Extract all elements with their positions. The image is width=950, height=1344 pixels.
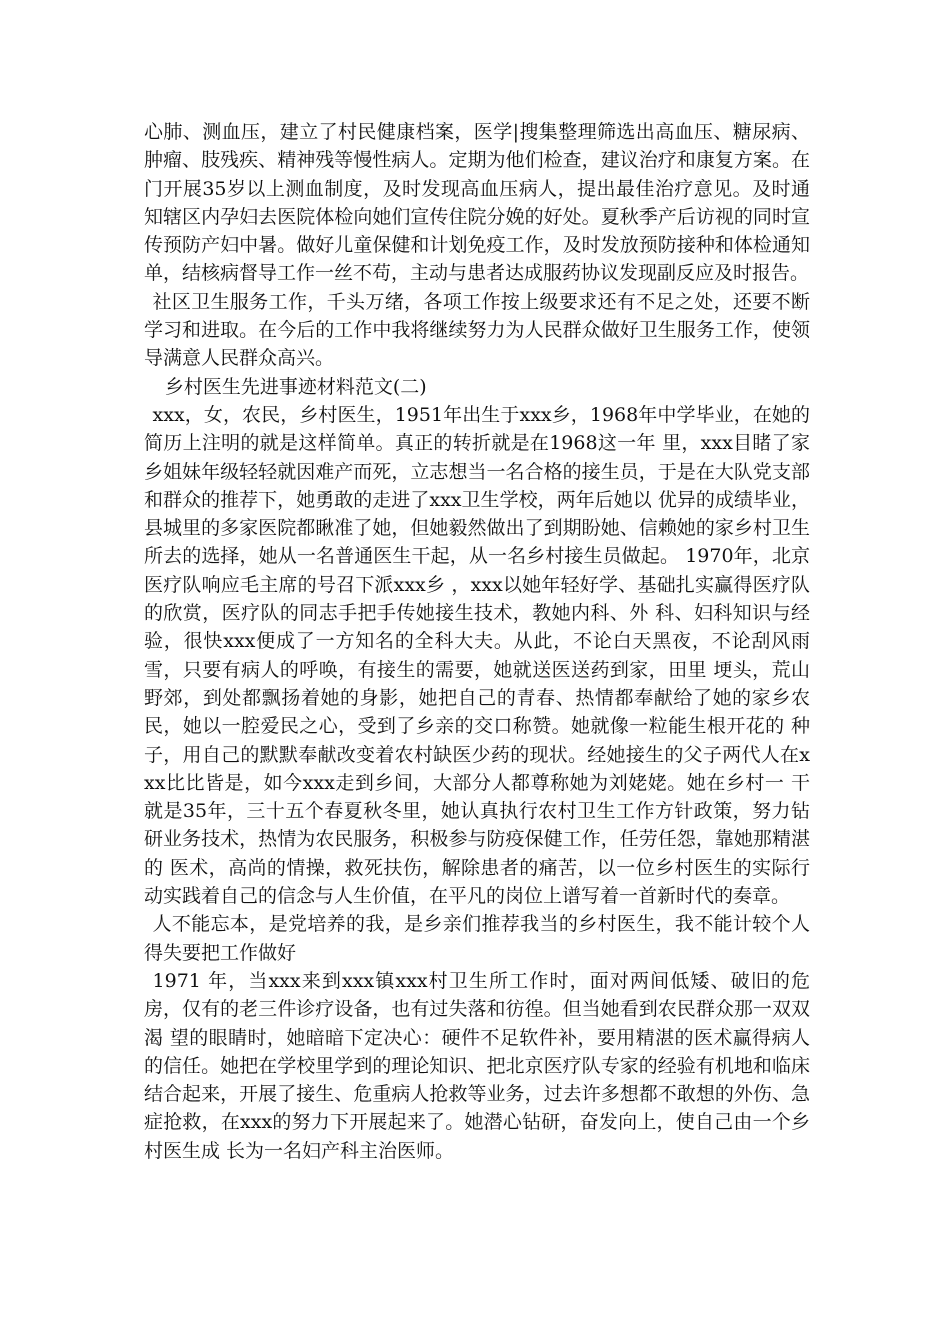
paragraph-biography: xxx，女，农民，乡村医生，1951年出生于xxx乡，1968年中学毕业，在她的简历上注明的就是这样简单。真正的转折就是在1968这一年 里，xxx目睹了家乡姐妹年级轻轻就因难产而死，立志想当一名合格的接生员，于是在大队党支部和群众的推荐下，她勇敢的走进了xxx卫生学校，两年后她以 优异的成绩毕业，县城里的多家医院都瞅准了她，但她毅然做出了到期盼她、信赖她的家乡村卫生所去的选择，她从一名普通医生干起，从一名乡村接生员做起。 1970年，北京医疗队响应毛主席的号召下派xxx乡 ，xxx以她年轻好学、基础扎实赢得医疗队的欣赏，医疗队的同志手把手传她接生技术，教她内科、外 科、妇科知识与经验，很快xxx便成了一方知名的全科大夫。从此，不论白天黑夜，不论刮风雨雪，只要有病人的呼唤，有接生的需要，她就送医送药到家，田里 埂头，荒山野郊，到处都飘扬着她的身影，她把自己的青春、热情都奉献给了她的家乡农民，她以一腔爱民之心，受到了乡亲的交口称赞。她就像一粒能生根开花的 种子，用自己的默默奉献改变着农村缺医少药的现状。经她接生的父子两代人在xxx比比皆是，如今xxx走到乡间，大部分人都尊称她为刘姥姥。她在乡村一 干就是35年，三十五个春夏秋冬里，她认真执行农村卫生工作方针政策，努力钻研业务技术，热情为农民服务，积极参与防疫保健工作，任劳任怨，靠她那精湛的 医术，高尚的情操，救死扶伤，解除患者的痛苦，以一位乡村医生的实际行动实践着自己的信念与人生价值，在平凡的岗位上谱写着一首新时代的奏章。 [144,403,810,908]
paragraph-community-service: 社区卫生服务工作，千头万绪，各项工作按上级要求还有不足之处，还要不断学习和进取。在今后的工作中我将继续努力为人民群众做好卫生服务工作，使领导满意人民群众高兴。 [144,290,810,370]
paragraph-1971: 1971 年，当xxx来到xxx镇xxx村卫生所工作时，面对两间低矮、破旧的危房，仅有的老三件诊疗设备，也有过失落和彷徨。但当她看到农民群众那一双双渴 望的眼睛时，她暗暗下定决心：硬件不足软件补，要用精湛的医术赢得病人的信任。她把在学校里学到的理论知识、把北京医疗队专家的经验有机地和临床结合起来，开展了接生、危重病人抢救等业务，过去许多想都不敢想的外伤、急症抢救，在xxx的努力下开展起来了。她潜心钻研，奋发向上，使自己由一个乡村医生成 长为一名妇产科主治医师。 [144,969,810,1162]
section-heading: 乡村医生先进事迹材料范文(二) [164,375,427,398]
paragraph-quote: 人不能忘本，是党培养的我，是乡亲们推荐我当的乡村医生，我不能计较个人得失要把工作做好 [144,913,810,964]
document-page [144,118,810,1165]
paragraph-health-records: 心肺、测血压，建立了村民健康档案，医学|搜集整理筛选出高血压、糖尿病、肿瘤、肢残疾、精神残等慢性病人。定期为他们检查，建议治疗和康复方案。在门开展35岁以上测血制度，及时发现高血压病人，提出最佳治疗意见。及时通知辖区内孕妇去医院体检向她们宣传住院分娩的好处。夏秋季产后访视的同时宣传预防产妇中暑。做好儿童保健和计划免疫工作，及时发放预防接种和体检通知单，结核病督导工作一丝不苟，主动与患者达成服药协议发现副反应及时报告。 [144,121,810,285]
